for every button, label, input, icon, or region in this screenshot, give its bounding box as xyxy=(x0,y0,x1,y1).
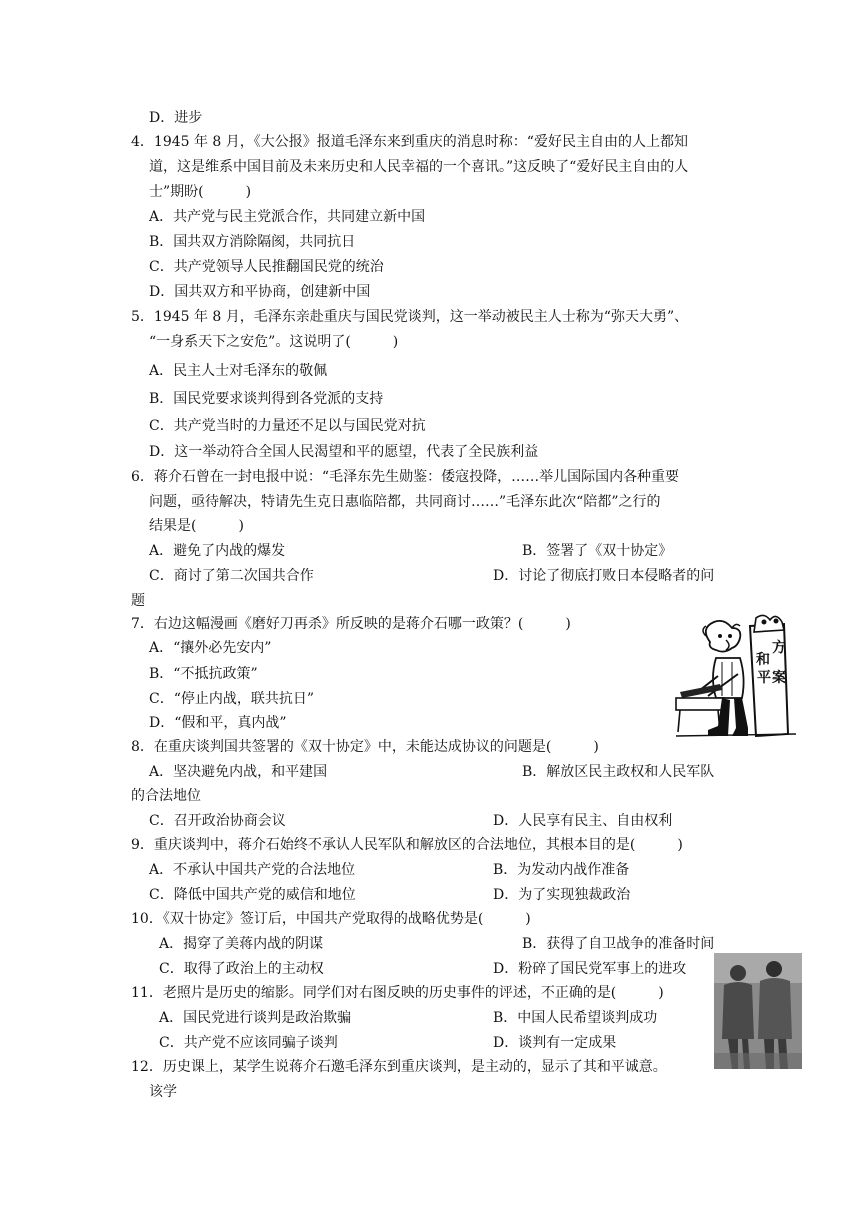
q6-option-a: A．避免了内战的爆发 xyxy=(149,543,286,559)
q8-stem: 8．在重庆谈判国共签署的《双十协定》中，未能达成协议的问题是( ) xyxy=(131,739,599,755)
q6-option-d: D．讨论了彻底打败日本侵略者的问 xyxy=(493,568,715,584)
q4-stem-line3: 士”期盼( ) xyxy=(149,184,252,200)
q6-option-d-wrap: 题 xyxy=(131,593,145,609)
q6-option-c: C．商讨了第二次国共合作 xyxy=(149,568,314,584)
q11-option-d: D．谈判有一定成果 xyxy=(493,1035,617,1051)
q4-option-d: D．国共双方和平协商，创建新中国 xyxy=(149,284,371,300)
q8-option-c: C．召开政治协商会议 xyxy=(149,813,286,829)
q9-option-a: A．不承认中国共产党的合法地位 xyxy=(149,862,356,878)
q6-stem-line2: 问题，亟待解决，特请先生克日惠临陪都，共同商讨……”毛泽东此次“陪都”之行的 xyxy=(149,494,661,510)
q7-stem: 7．右边这幅漫画《磨好刀再杀》所反映的是蒋介石哪一政策？( ) xyxy=(131,616,571,632)
q5-stem-line1: 5．1945 年 8 月，毛泽东亲赴重庆与国民党谈判，这一举动被民主人士称为“弥天大勇”、 xyxy=(131,309,689,325)
q8-option-b-wrap: 的合法地位 xyxy=(131,788,201,804)
q7-option-a: A．“攘外必先安内” xyxy=(149,640,272,656)
q3-option-d: D．进步 xyxy=(149,110,203,126)
q7-option-c: C．“停止内战，联共抗日” xyxy=(149,691,315,707)
q12-stem-line2: 该学 xyxy=(149,1084,177,1100)
q7-option-b: B．“不抵抗政策” xyxy=(149,666,258,682)
q5-option-a: A．民主人士对毛泽东的敬佩 xyxy=(149,363,328,379)
q9-stem: 9．重庆谈判中，蒋介石始终不承认人民军队和解放区的合法地位，其根本目的是( ) xyxy=(131,837,683,853)
q11-option-a: A．国民党进行谈判是政治欺骗 xyxy=(159,1010,352,1026)
cartoon-sign-char: 和 xyxy=(756,652,770,668)
cartoon-sign-char: 方 xyxy=(772,640,786,656)
q7-option-d: D．“假和平，真内战” xyxy=(149,715,287,731)
historical-photo xyxy=(714,953,802,1069)
q6-option-b: B．签署了《双十协定》 xyxy=(522,543,673,559)
q9-option-c: C．降低中国共产党的威信和地位 xyxy=(149,887,356,903)
q8-option-b: B．解放区民主政权和人民军队 xyxy=(522,764,715,780)
q4-stem-line1: 4．1945 年 8 月，《大公报》报道毛泽东来到重庆的消息时称：“爱好民主自由的人上都知 xyxy=(131,134,688,150)
q10-stem: 10．《双十协定》签订后，中国共产党取得的战略优势是( ) xyxy=(131,911,531,927)
cartoon-sign-char: 案 xyxy=(772,670,786,686)
q4-stem-line2: 道，这是维系中国目前及未来历史和人民幸福的一个喜讯。”这反映了“爱好民主自由的人 xyxy=(149,159,689,175)
q10-option-a: A．揭穿了美蒋内战的阴谋 xyxy=(159,936,324,952)
q4-option-b: B．国共双方消除隔阂，共同抗日 xyxy=(149,234,356,250)
q10-option-b: B．获得了自卫战争的准备时间 xyxy=(522,936,715,952)
q9-option-b: B．为发动内战作准备 xyxy=(493,862,630,878)
q6-stem-line1: 6．蒋介石曾在一封电报中说：“毛泽东先生勋鉴：倭寇投降，……举儿国际国内各种重要 xyxy=(131,469,680,485)
q9-option-d: D．为了实现独裁政治 xyxy=(493,887,631,903)
q5-option-b: B．国民党要求谈判得到各党派的支持 xyxy=(149,391,384,407)
q12-stem-line1: 12．历史课上，某学生说蒋介石邀毛泽东到重庆谈判，是主动的，显示了其和平诚意。 xyxy=(131,1059,667,1075)
q11-option-b: B．中国人民希望谈判成功 xyxy=(493,1010,658,1026)
q4-option-a: A．共产党与民主党派合作，共同建立新中国 xyxy=(149,209,426,225)
cartoon-sharpen-knife-image xyxy=(672,612,802,742)
q5-option-c: C．共产党当时的力量还不足以与国民党对抗 xyxy=(149,418,426,434)
q5-option-d: D．这一举动符合全国人民渴望和平的愿望，代表了全民族利益 xyxy=(149,444,539,460)
q5-stem-line2: “一身系天下之安危”。这说明了( ) xyxy=(149,334,399,350)
q11-stem: 11．老照片是历史的缩影。同学们对右图反映的历史事件的评述，不正确的是( ) xyxy=(131,985,664,1001)
cartoon-sign-char: 平 xyxy=(757,670,771,686)
q8-option-d: D．人民享有民主、自由权利 xyxy=(493,813,673,829)
q11-option-c: C．共产党不应该同骗子谈判 xyxy=(159,1035,338,1051)
q4-option-c: C．共产党领导人民推翻国民党的统治 xyxy=(149,259,384,275)
q10-option-c: C．取得了政治上的主动权 xyxy=(159,961,324,977)
q6-stem-line3: 结果是( ) xyxy=(149,518,244,534)
q8-option-a: A．坚决避免内战，和平建国 xyxy=(149,764,328,780)
q10-option-d: D．粉碎了国民党军事上的进攻 xyxy=(493,961,687,977)
